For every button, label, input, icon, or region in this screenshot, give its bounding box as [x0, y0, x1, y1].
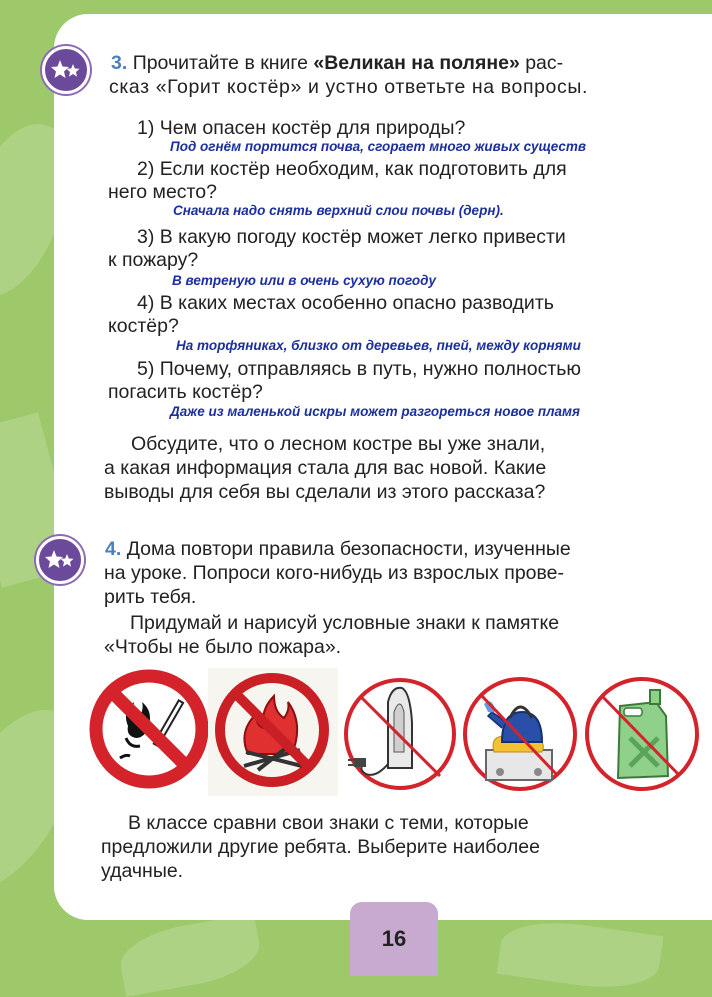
task-3-intro-line1: 3. Прочитайте в книге «Великан на поляне» рас- [111, 52, 564, 74]
no-iron-sign-icon [340, 672, 460, 798]
task-3-badge [42, 46, 90, 94]
answer-3: В ветреную или в очень сухую погоду [172, 273, 436, 288]
no-matches-sign-icon [88, 668, 210, 790]
background-leaf [497, 914, 664, 996]
no-campfire-sign-icon [208, 668, 338, 796]
question-3-line2: к пожару? [108, 249, 199, 271]
task-4-line3: рить тебя. [104, 586, 197, 608]
closing-line1: В классе сравни свои знаки с теми, которые [128, 812, 529, 834]
stars-icon [45, 548, 75, 572]
answer-2: Сначала надо снять верхний слои почвы (дерн). [173, 203, 504, 218]
task-4-line1: 4. Дома повтори правила безопасности, изученные [105, 538, 571, 560]
task-4-line4: Придумай и нарисуй условные знаки к памятке [130, 612, 560, 634]
answer-1: Под огнём портится почва, сгорает много живых существ [170, 139, 587, 154]
task-4-line5: «Чтобы не было пожара». [104, 636, 342, 658]
question-1: 1) Чем опасен костёр для природы? [137, 117, 466, 139]
task-4-badge [36, 536, 84, 584]
question-5-line1: 5) Почему, отправляясь в путь, нужно полностью [137, 358, 582, 380]
question-5-line2: погасить костёр? [108, 381, 263, 403]
task-3-intro-line2: сказ «Горит костёр» и устно ответьте на вопросы. [109, 76, 588, 98]
question-2-line2: него место? [108, 181, 217, 203]
answer-5: Даже из маленькой искры может разгореться новое пламя [170, 404, 580, 419]
task-4-line2: на уроке. Попроси кого-нибудь из взрослых прове- [104, 562, 564, 584]
discuss-line1: Обсудите, что о лесном костре вы уже знали, [131, 433, 546, 455]
background-leaf [116, 913, 264, 996]
question-4-line1: 4) В каких местах особенно опасно разводить [137, 292, 554, 314]
question-3-line1: 3) В какую погоду костёр может легко привести [137, 226, 566, 248]
discuss-line2: а какая информация стала для вас новой. Какие [104, 457, 547, 479]
task-4-number: 4. [105, 538, 122, 560]
no-fuel-canister-sign-icon [580, 672, 704, 798]
closing-line3: удачные. [101, 860, 184, 882]
question-2-line1: 2) Если костёр необходим, как подготовить для [137, 158, 567, 180]
no-kettle-on-stove-sign-icon [458, 672, 582, 798]
discuss-line3: выводы для себя вы сделали из этого рассказа? [104, 481, 546, 503]
question-4-line2: костёр? [108, 315, 179, 337]
page-number: 16 [350, 902, 438, 976]
closing-line2: предложили другие ребята. Выберите наиболее [101, 836, 540, 858]
stars-icon [51, 58, 81, 82]
book-title: «Великан на поляне» [313, 52, 520, 74]
answer-4: На торфяниках, близко от деревьев, пней, между корнями [176, 338, 581, 353]
task-3-number: 3. [111, 52, 128, 74]
